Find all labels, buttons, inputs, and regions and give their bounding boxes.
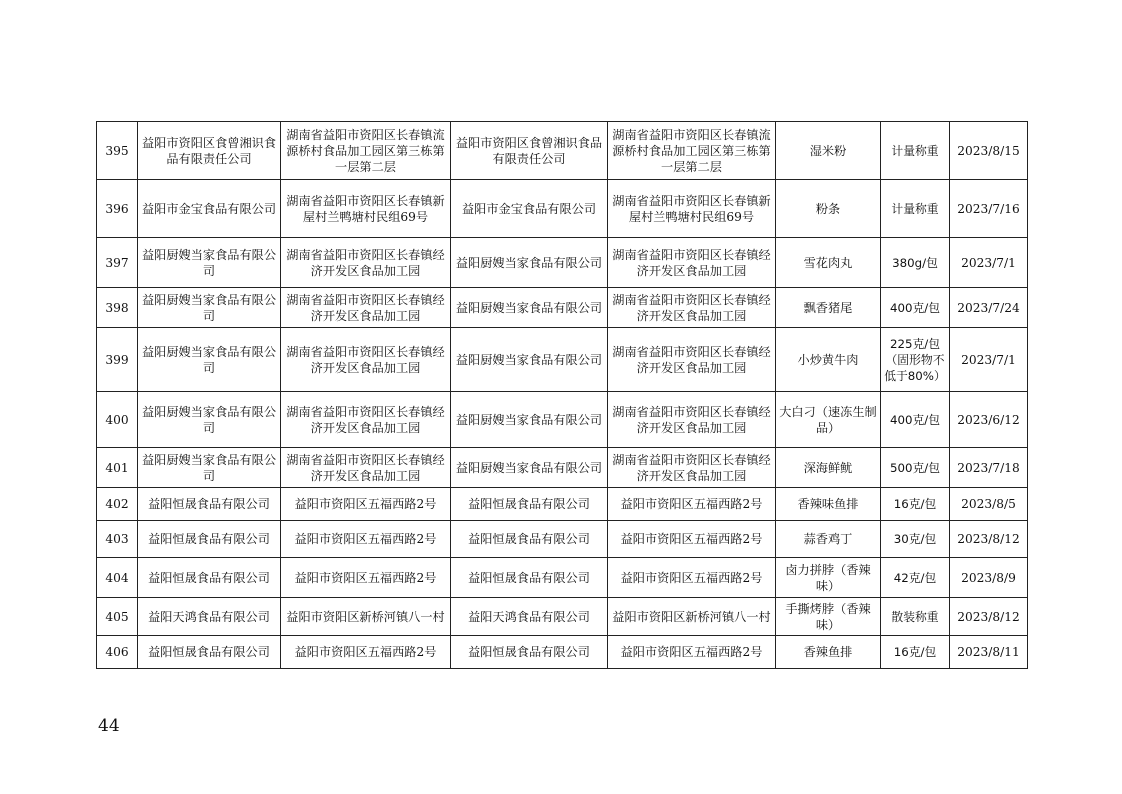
specification-cell: 16克/包 — [881, 636, 950, 669]
product-name-cell: 卤力拼脖（香辣味） — [776, 558, 881, 598]
producer-name-cell: 益阳市金宝食品有限公司 — [138, 180, 281, 238]
specification-cell: 计量称重 — [881, 180, 950, 238]
specification-cell: 400克/包 — [881, 288, 950, 328]
table-row — [97, 488, 1028, 521]
production-date-cell: 2023/7/16 — [950, 180, 1028, 238]
seller-name-cell: 益阳恒晟食品有限公司 — [451, 558, 608, 598]
producer-address-cell: 湖南省益阳市资阳区长春镇经济开发区食品加工园 — [281, 448, 451, 488]
producer-name-cell: 益阳天鸿食品有限公司 — [138, 598, 281, 636]
specification-cell: 500克/包 — [881, 448, 950, 488]
seller-name-cell: 益阳厨嫂当家食品有限公司 — [451, 392, 608, 448]
producer-address-cell: 益阳市资阳区五福西路2号 — [281, 558, 451, 598]
specification-cell: 散装称重 — [881, 598, 950, 636]
producer-name-cell: 益阳恒晟食品有限公司 — [138, 558, 281, 598]
producer-address-cell: 湖南省益阳市资阳区长春镇经济开发区食品加工园 — [281, 288, 451, 328]
production-date-cell: 2023/8/11 — [950, 636, 1028, 669]
seller-name-cell: 益阳市金宝食品有限公司 — [451, 180, 608, 238]
producer-address-cell: 湖南省益阳市资阳区长春镇经济开发区食品加工园 — [281, 238, 451, 288]
serial-number-cell: 403 — [97, 521, 138, 558]
serial-number-cell: 399 — [97, 328, 138, 392]
specification-cell: 计量称重 — [881, 122, 950, 180]
product-name-cell: 香辣鱼排 — [776, 636, 881, 669]
table-row — [97, 238, 1028, 288]
product-name-cell: 大白刁（速冻生制品） — [776, 392, 881, 448]
table-row — [97, 288, 1028, 328]
producer-address-cell: 湖南省益阳市资阳区长春镇流源桥村食品加工园区第三栋第一层第二层 — [281, 122, 451, 180]
table-row — [97, 392, 1028, 448]
producer-name-cell: 益阳恒晟食品有限公司 — [138, 488, 281, 521]
seller-name-cell: 益阳恒晟食品有限公司 — [451, 521, 608, 558]
serial-number-cell: 400 — [97, 392, 138, 448]
seller-address-cell: 湖南省益阳市资阳区长春镇新屋村兰鸭塘村民组69号 — [608, 180, 776, 238]
production-date-cell: 2023/8/9 — [950, 558, 1028, 598]
inspection-table — [96, 121, 1028, 669]
production-date-cell: 2023/7/1 — [950, 238, 1028, 288]
serial-number-cell: 405 — [97, 598, 138, 636]
table-row — [97, 521, 1028, 558]
page-number: 44 — [98, 716, 120, 736]
specification-cell: 16克/包 — [881, 488, 950, 521]
producer-address-cell: 益阳市资阳区五福西路2号 — [281, 521, 451, 558]
producer-name-cell: 益阳市资阳区食曾湘识食品有限责任公司 — [138, 122, 281, 180]
producer-name-cell: 益阳厨嫂当家食品有限公司 — [138, 392, 281, 448]
serial-number-cell: 398 — [97, 288, 138, 328]
specification-cell: 400克/包 — [881, 392, 950, 448]
seller-name-cell: 益阳天鸿食品有限公司 — [451, 598, 608, 636]
table-row — [97, 598, 1028, 636]
production-date-cell: 2023/8/12 — [950, 521, 1028, 558]
serial-number-cell: 404 — [97, 558, 138, 598]
table-row — [97, 558, 1028, 598]
specification-cell: 380g/包 — [881, 238, 950, 288]
serial-number-cell: 401 — [97, 448, 138, 488]
seller-name-cell: 益阳厨嫂当家食品有限公司 — [451, 288, 608, 328]
table-row — [97, 636, 1028, 669]
seller-address-cell: 益阳市资阳区新桥河镇八一村 — [608, 598, 776, 636]
seller-address-cell: 湖南省益阳市资阳区长春镇经济开发区食品加工园 — [608, 392, 776, 448]
producer-address-cell: 湖南省益阳市资阳区长春镇经济开发区食品加工园 — [281, 392, 451, 448]
product-name-cell: 手撕烤脖（香辣味） — [776, 598, 881, 636]
seller-address-cell: 益阳市资阳区五福西路2号 — [608, 636, 776, 669]
production-date-cell: 2023/8/12 — [950, 598, 1028, 636]
seller-address-cell: 益阳市资阳区五福西路2号 — [608, 521, 776, 558]
producer-address-cell: 湖南省益阳市资阳区长春镇经济开发区食品加工园 — [281, 328, 451, 392]
seller-address-cell: 湖南省益阳市资阳区长春镇经济开发区食品加工园 — [608, 288, 776, 328]
producer-address-cell: 益阳市资阳区新桥河镇八一村 — [281, 598, 451, 636]
seller-address-cell: 益阳市资阳区五福西路2号 — [608, 488, 776, 521]
product-name-cell: 湿米粉 — [776, 122, 881, 180]
table-body — [97, 122, 1028, 669]
producer-name-cell: 益阳恒晟食品有限公司 — [138, 521, 281, 558]
serial-number-cell: 396 — [97, 180, 138, 238]
seller-name-cell: 益阳厨嫂当家食品有限公司 — [451, 238, 608, 288]
seller-address-cell: 湖南省益阳市资阳区长春镇经济开发区食品加工园 — [608, 448, 776, 488]
producer-name-cell: 益阳恒晟食品有限公司 — [138, 636, 281, 669]
production-date-cell: 2023/8/5 — [950, 488, 1028, 521]
seller-name-cell: 益阳市资阳区食曾湘识食品有限责任公司 — [451, 122, 608, 180]
serial-number-cell: 397 — [97, 238, 138, 288]
product-name-cell: 粉条 — [776, 180, 881, 238]
product-name-cell: 小炒黄牛肉 — [776, 328, 881, 392]
producer-name-cell: 益阳厨嫂当家食品有限公司 — [138, 328, 281, 392]
seller-name-cell: 益阳恒晟食品有限公司 — [451, 488, 608, 521]
product-name-cell: 香辣味鱼排 — [776, 488, 881, 521]
product-name-cell: 飘香猪尾 — [776, 288, 881, 328]
production-date-cell: 2023/7/24 — [950, 288, 1028, 328]
table-row — [97, 448, 1028, 488]
producer-address-cell: 益阳市资阳区五福西路2号 — [281, 636, 451, 669]
seller-address-cell: 益阳市资阳区五福西路2号 — [608, 558, 776, 598]
producer-name-cell: 益阳厨嫂当家食品有限公司 — [138, 238, 281, 288]
producer-address-cell: 益阳市资阳区五福西路2号 — [281, 488, 451, 521]
production-date-cell: 2023/7/18 — [950, 448, 1028, 488]
producer-name-cell: 益阳厨嫂当家食品有限公司 — [138, 448, 281, 488]
seller-address-cell: 湖南省益阳市资阳区长春镇经济开发区食品加工园 — [608, 238, 776, 288]
serial-number-cell: 406 — [97, 636, 138, 669]
production-date-cell: 2023/6/12 — [950, 392, 1028, 448]
product-name-cell: 蒜香鸡丁 — [776, 521, 881, 558]
producer-name-cell: 益阳厨嫂当家食品有限公司 — [138, 288, 281, 328]
serial-number-cell: 402 — [97, 488, 138, 521]
specification-cell: 42克/包 — [881, 558, 950, 598]
product-name-cell: 深海鲜鱿 — [776, 448, 881, 488]
specification-cell: 225克/包（固形物不低于80%） — [881, 328, 950, 392]
table-row — [97, 122, 1028, 180]
seller-address-cell: 湖南省益阳市资阳区长春镇经济开发区食品加工园 — [608, 328, 776, 392]
table-row — [97, 328, 1028, 392]
production-date-cell: 2023/8/15 — [950, 122, 1028, 180]
seller-name-cell: 益阳厨嫂当家食品有限公司 — [451, 328, 608, 392]
seller-address-cell: 湖南省益阳市资阳区长春镇流源桥村食品加工园区第三栋第一层第二层 — [608, 122, 776, 180]
table-row — [97, 180, 1028, 238]
producer-address-cell: 湖南省益阳市资阳区长春镇新屋村兰鸭塘村民组69号 — [281, 180, 451, 238]
serial-number-cell: 395 — [97, 122, 138, 180]
production-date-cell: 2023/7/1 — [950, 328, 1028, 392]
seller-name-cell: 益阳厨嫂当家食品有限公司 — [451, 448, 608, 488]
seller-name-cell: 益阳恒晟食品有限公司 — [451, 636, 608, 669]
specification-cell: 30克/包 — [881, 521, 950, 558]
product-name-cell: 雪花肉丸 — [776, 238, 881, 288]
